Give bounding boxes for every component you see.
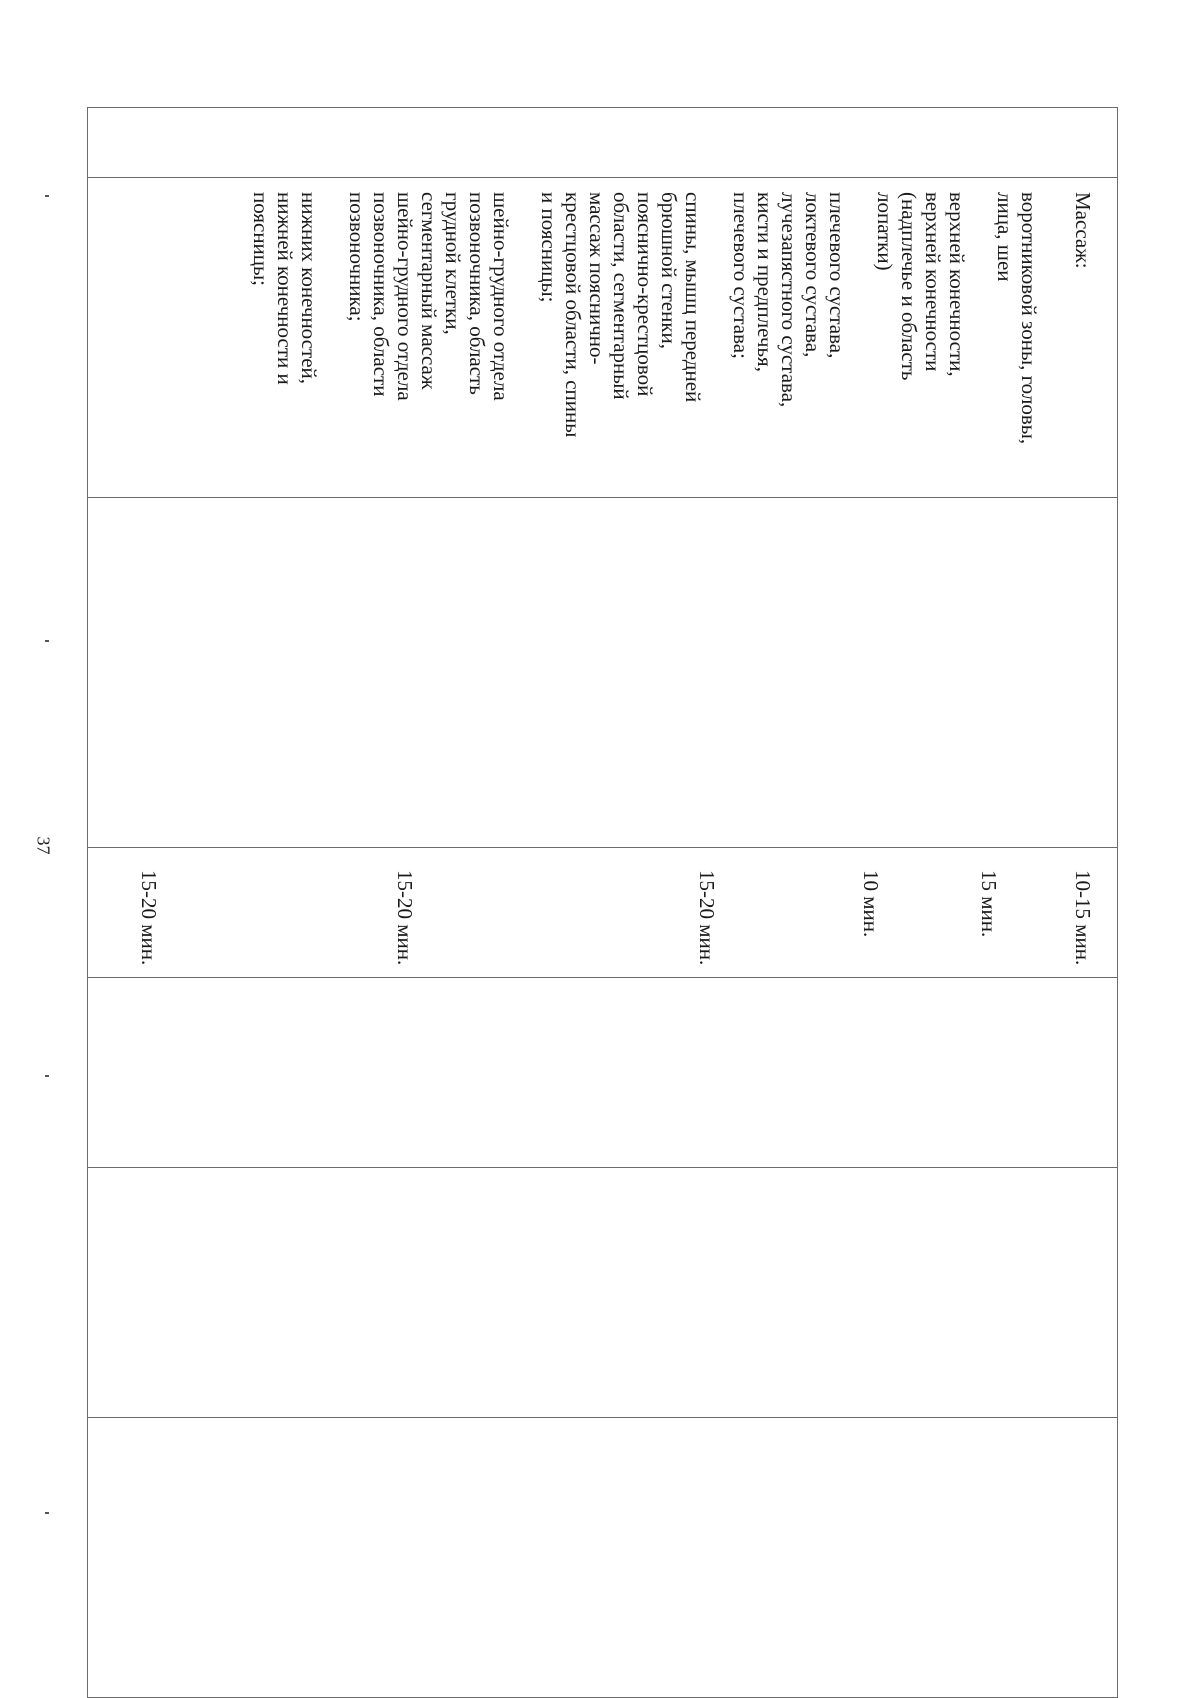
empty-cell bbox=[88, 1418, 1118, 1698]
duration-value: 15 мин. bbox=[977, 870, 1001, 938]
procedures-table bbox=[87, 107, 1118, 1698]
massage-line: грудной клетки, bbox=[441, 192, 465, 335]
scan-mark bbox=[45, 195, 49, 197]
massage-line: спины, мышц передней bbox=[681, 192, 705, 403]
massage-line: верхней конечности bbox=[921, 192, 945, 372]
scan-mark bbox=[45, 640, 49, 642]
duration-value: 10-15 мин. bbox=[1071, 870, 1095, 966]
scan-mark bbox=[45, 1512, 49, 1514]
duration-value: 15-20 мин. bbox=[695, 870, 719, 966]
massage-line: поясницы; bbox=[249, 192, 273, 286]
empty-cell bbox=[88, 108, 1118, 178]
massage-line: плечевого сустава, bbox=[825, 192, 849, 359]
massage-line: массаж пояснично- bbox=[585, 192, 609, 365]
massage-line: сегментарный массаж bbox=[417, 192, 441, 390]
massage-line: воротниковой зоны, головы, bbox=[1017, 192, 1041, 445]
massage-line: позвоночника; bbox=[345, 192, 369, 322]
massage-line: лучезапястного сустава, bbox=[777, 192, 801, 408]
duration-cell bbox=[88, 848, 1118, 978]
massage-line: пояснично-крестцовой bbox=[633, 192, 657, 397]
duration-value: 15-20 мин. bbox=[137, 870, 161, 966]
duration-value: 10 мин. bbox=[859, 870, 883, 938]
massage-line: и поясницы; bbox=[537, 192, 561, 303]
massage-line: позвоночника, области bbox=[369, 192, 393, 397]
massage-line: лица, шеи bbox=[993, 192, 1017, 282]
massage-line: крестцовой области, спины bbox=[561, 192, 585, 438]
empty-cell bbox=[88, 498, 1118, 848]
massage-line: брюшной стенки, bbox=[657, 192, 681, 350]
massage-line: лопатки) bbox=[873, 192, 897, 271]
massage-line: верхней конечности, bbox=[945, 192, 969, 377]
page-number: 37 bbox=[33, 836, 54, 855]
massage-line: локтевого сустава, bbox=[801, 192, 825, 358]
massage-line: шейно-грудного отдела bbox=[393, 192, 417, 401]
empty-cell bbox=[88, 1168, 1118, 1418]
massage-line: позвоночника, область bbox=[465, 192, 489, 395]
massage-line: области, сегментарный bbox=[609, 192, 633, 400]
massage-list-cell bbox=[88, 178, 1118, 498]
massage-line: (надплечье и область bbox=[897, 192, 921, 381]
scan-mark bbox=[45, 1075, 49, 1077]
massage-line: нижних конечностей, bbox=[297, 192, 321, 385]
massage-line: нижней конечности и bbox=[273, 192, 297, 385]
empty-cell bbox=[88, 978, 1118, 1168]
massage-line: кисти и предплечья, bbox=[753, 192, 777, 372]
massage-line: шейно-грудного отдела bbox=[489, 192, 513, 401]
massage-heading: Массаж: bbox=[1071, 192, 1095, 269]
duration-value: 15-20 мин. bbox=[393, 870, 417, 966]
massage-line: плечевого сустава; bbox=[729, 192, 753, 359]
table-row bbox=[88, 108, 1118, 1698]
